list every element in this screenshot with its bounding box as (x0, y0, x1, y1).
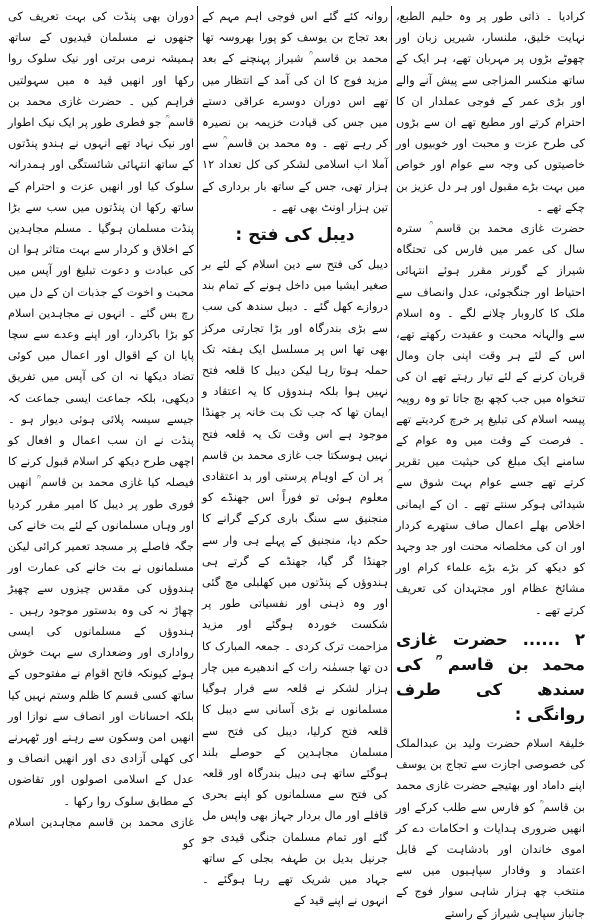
paragraph: دوران بھی پنڈت کی بہت تعریف کی جنھوں نے مسلمان قیدیوں کے ساتھ ہمیشہ نرمی برتی اور نیک سلوک روا رکھا اور انھیں قید ہ میں سہولتیں فراہم کیں ۔ حضرت غازی محمد بن قاسم ؒ جو فطری طور پر ایک نیک اطوار اور نیک نہاد تھے انہوں نے ہندو پنڈتوں کے ساتھ انتہائی شائستگی اور ہمدرانہ سلوک کیا اور انھیں عزت و احترام کے ساتھ رکھا ان پنڈتوں میں سب سے بڑا پنڈت مسلمان ہوگیا ۔ مسلم مجاہدین کے اخلاق و کردار سے بہت متاثر ہوا ان کی عبادت و دعوت تبلیغ اور آپس میں محبت و اخوت کے جذبات ان کے دل میں رچ بس گئے ۔ انہوں نے مجاہدین اسلام کو بڑا باکردار، اور اپنے وعدے سے سچا پایا ان کے اقوال اور اعمال میں کوئی تضاد دیکھا نہ ان کی آپس میں تفریق دیکھی، بلکہ جماعت ایسی جماعت کہ جیسے سیسہ پلائی ہوئی دیوار ہو ۔ پنڈت نے ان سب اعمال و افعال کو اچھی طرح دیکھ کر اسلام قبول کرنے کا فیصلہ کیا غازی محمد بن قاسم ؒ انھیں فوری طور پر دیبل کا امیر مقرر کردیا اور وہاں مسلمانوں کے لئے بت خانے کی جگہ فاصلے پر مسجد تعمیر کرائی لیکن مسلمانوں نے بت خانے کی عمارت اور ہندوؤں کی مقدس چیزوں سے چھیڑ چھاڑ نہ کی وہ بدستور موجود رہیں ۔ ہندوؤں کے مسلمانوں کی ایسی رواداری اور وضعداری سے بہت خوش ہوئے کیونکہ فاتح اقوام نے مفتوحوں کے ساتھ کسی قسم کا ظلم وستم نہیں کیا بلکہ احسانات اور انصاف سے نوازا اور انھیں امن وسکون سے رہنے اور ٹھہرنے کی کھلی آزادی دی اور انھیں انصاف و عدل کے اسلامی اصولوں اور تقاضوں کے مطابق سلوک روا رکھا ۔ (8, 10, 194, 808)
middle-column (202, 6, 388, 908)
paragraph: کرادیا ۔ ذاتی طور پر وہ حلیم الطبع، نہایت خلیق، ملنسار، شیریں زبان اور چھوٹے بڑوں پر مہربان تھے، ہر ایک کے ساتھ منکسر المزاجی سے پیش آنے والے اور بڑی عمر کے فوجی عملدار ان کا احترام کرتے اور مطیع تھے ان سے بڑوں کی طرح عزت و محبت اور خوبیوں اور خاصیتوں کی وجہ سے عوام اور خواص میں بہت بڑے مقبول اور ہر دل عزیز بن چکے تھے ۔ (396, 10, 585, 214)
paragraph: دیبل کی فتح سے دین اسلام کے لئے بر صغیر ایشیا میں داخل ہونے کے تمام بند دروازے کھل گئے ۔ دیبل سندھ کی سب سے بڑی بندرگاہ اور بڑا تجارتی مرکز بھی تھا اس پر مسلسل ایک ہفتہ تک حملہ ہوتا رہا لیکن دیبل کا قلعہ فتح نہیں ہوا بلکہ ہندوؤں کا یہ اعتقاد و ایمان تھا کہ جب تک بت خانہ پر جھنڈا موجود ہے اس وقت تک یہ قلعہ فتح نہیں ہوسکتا جب غازی محمد بن قاسم ؒ پر ان کے اوہام پرستی اور بد اعتقادی معلوم ہوئی تو فوراً اس جھنڈے کو منجنیق سے سنگ باری کرکے گرانے کا حکم دیا، منجنیق کے پہلے ہی وار سے جھنڈا گر گیا، جھنڈے کے گرتے ہی ہندوؤں کے پنڈتوں میں کھلبلی مچ گئی اور وہ ذہنی اور نفسیاتی طور پر شکست خوردہ ہوگئے اور مزید مزاحمت ترک کردی ۔ جمعہ المبارک کا دن تھا جسمٰنہ رات کے اندھیرے میں چار ہزار لشکر نے قلعہ سے فرار ہوگیا مسلمانوں نے بڑی آسانی سے دیبل کا قلعہ فتح کرلیا، دیبل کی فتح سے مسلمان مجاہدین کے حوصلے بلند ہوگئے ساتھ ہی دیبل بندرگاہ اور قلعہ کی فتح سے مسلمانوں کو اپنے بحری قافلے اور مال بردار جہاز بھی واپس مل گئے اور تمام مسلمان جنگی قیدی جو جرنیل بدیل بن طہفہ بجلی کے ساتھ جہاد میں شریک تھے رہا ہوگئے ۔ انہوں نے اپنے قید کے (202, 258, 388, 908)
paragraph: حضرت غازی محمد بن قاسم ؒ سترہ سال کی عمر میں فارس کی تحتگاہ شیراز کے گورنر مقرر ہوئے انتہائی احتیاط اور جنگجوئی، عدل وانصاف سے ملک کا کاروبار چلانے لگے ۔ وہ اسلام سے والہانہ محبت و عقیدت رکھتے تھے، اس کے لئے ہر وقت اپنی جان ومال قربان کرنے کے لئے تیار رہتے تھے ان کی تنخواہ میں جب کچھ بچ جاتا تو وہ روپیہ پیسہ اسلام کی تبلیغ پر خرچ کردیتے تھے ۔ فرصت کے وقت میں وہ عوام کے سامنے ایک مبلغ کی حیثیت میں تقریر کرتے تھے جسے عوام بہت شوق سے شیدائی ہوکر سنتے تھے ۔ ان کے ایمانی اخلاص بھلے اعمال صاف ستھرے کردار اور ان کی مخلصانہ محنت اور جد وجہد کو دیکھ کر بڑے بڑے علماء کرام اور مشائخ عظام اور مجتہدان کی تعریف کرتے تھے ۔ (396, 222, 585, 617)
paragraph: روانہ کئے گئے اس فوجی اہم مہم کے بعد تجاج بن یوسف کو پورا بھروسہ تھا محمد بن قاسم ؒ شیراز پہنچنے کے بعد مزید فوج کا ان کی آمد کے انتظار میں تھے اس دوران دوسرے عراقی دستے میں جس کی قیادت خزیمہ بن نصیرہ کر رہے تھے ۔ وہ محمد بن قاسم ؒ سے آملا اب اسلامی لشکر کی کل تعداد ۱۲ ہزار تھی، جس کے ساتھ بار برداری کے تین ہزار اونٹ بھی تھے ۔ (202, 10, 388, 214)
section-heading: ۲ ...... حضرت غازی محمد بن قاسم ؒ کی سندھ کی طرف روانگی : (396, 629, 586, 724)
paragraph: غازی محمد بن قاسم مجاہدین اسلام کو (8, 815, 194, 850)
heading-text: حضرت غازی محمد بن قاسم ؒ کی سندھ کی طرف روانگی : (396, 629, 585, 724)
column-divider-left (197, 6, 198, 758)
column-divider-right (391, 6, 392, 758)
heading-number: ۲ (574, 629, 586, 649)
left-column (8, 6, 194, 850)
section-heading: دیبل کی فتح : (235, 225, 355, 246)
paragraph: خلیفۃ اسلام حضرت ولید بن عبدالملک کی خصوصی اجازت سے تجاج بن یوسف اپنے داماد اور بھتیجے حضرت غازی محمد بن قاسم ؒ کو فارس سے طلب کرکے اور انھیں ضروری ہدایات و احکامات دے کر اموی خاندان اور بادشاہت کے قابل اعتماد و وفادار سپاہیوں میں سے منتخب چھ ہزار شاہی سوار فوج کے جانباز سپاہی شیراز کے راستے (396, 736, 585, 920)
right-column (396, 6, 586, 920)
